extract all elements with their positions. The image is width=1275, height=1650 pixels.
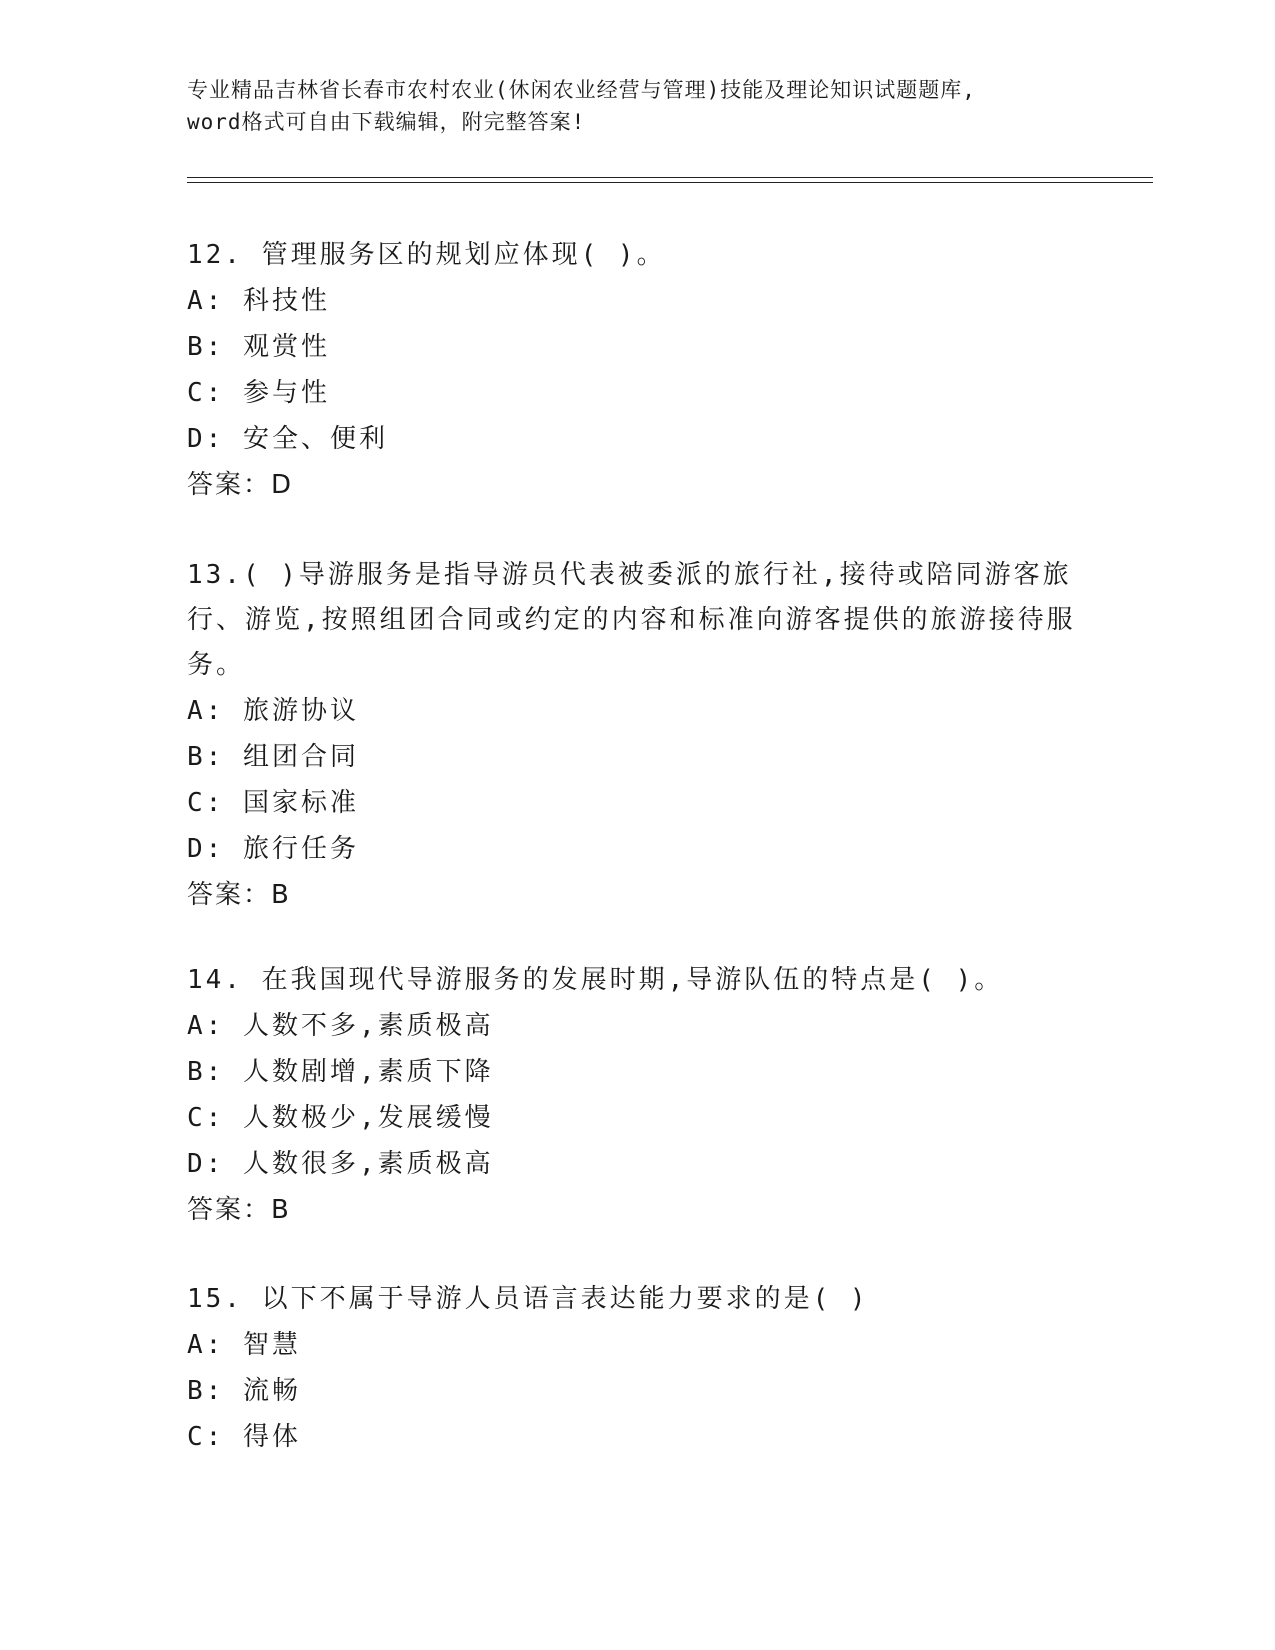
question-stem: 13.( )导游服务是指导游员代表被委派的旅行社,接待或陪同游客旅行、游览,按照组团合同或约定的内容和标准向游客提供的旅游接待服务。: [187, 560, 1076, 680]
header-line-1: 专业精品吉林省长春市农村农业(休闲农业经营与管理)技能及理论知识试题题库,: [187, 78, 976, 102]
option-a: A: 旅游协议: [187, 696, 359, 726]
question-stem: 15. 以下不属于导游人员语言表达能力要求的是( ): [187, 1284, 869, 1314]
header-rule-bottom: [187, 182, 1153, 183]
answer: 答案：D: [187, 470, 294, 500]
question-15: [187, 1277, 1087, 1460]
question-12: [187, 233, 1087, 508]
question-14: [187, 958, 1087, 1233]
question-stem: 14. 在我国现代导游服务的发展时期,导游队伍的特点是( )。: [187, 965, 1004, 995]
option-c: C: 人数极少,发展缓慢: [187, 1103, 494, 1133]
question-stem: 12. 管理服务区的规划应体现( )。: [187, 240, 666, 270]
option-a: A: 科技性: [187, 286, 330, 316]
option-d: D: 安全、便利: [187, 424, 388, 454]
header-line-2: word格式可自由下载编辑，附完整答案!: [187, 110, 586, 134]
option-c: C: 国家标准: [187, 788, 359, 818]
answer: 答案：B: [187, 880, 291, 910]
option-b: B: 人数剧增,素质下降: [187, 1057, 494, 1087]
option-d: D: 人数很多,素质极高: [187, 1149, 494, 1179]
question-13: [187, 553, 1087, 918]
option-c: C: 参与性: [187, 378, 330, 408]
header-rule-top: [187, 177, 1153, 178]
answer: 答案：B: [187, 1195, 291, 1225]
option-b: B: 流畅: [187, 1376, 301, 1406]
document-header: [187, 74, 1087, 138]
option-b: B: 观赏性: [187, 332, 330, 362]
option-c: C: 得体: [187, 1422, 301, 1452]
option-a: A: 人数不多,素质极高: [187, 1011, 494, 1041]
option-b: B: 组团合同: [187, 742, 359, 772]
option-d: D: 旅行任务: [187, 834, 359, 864]
option-a: A: 智慧: [187, 1330, 301, 1360]
